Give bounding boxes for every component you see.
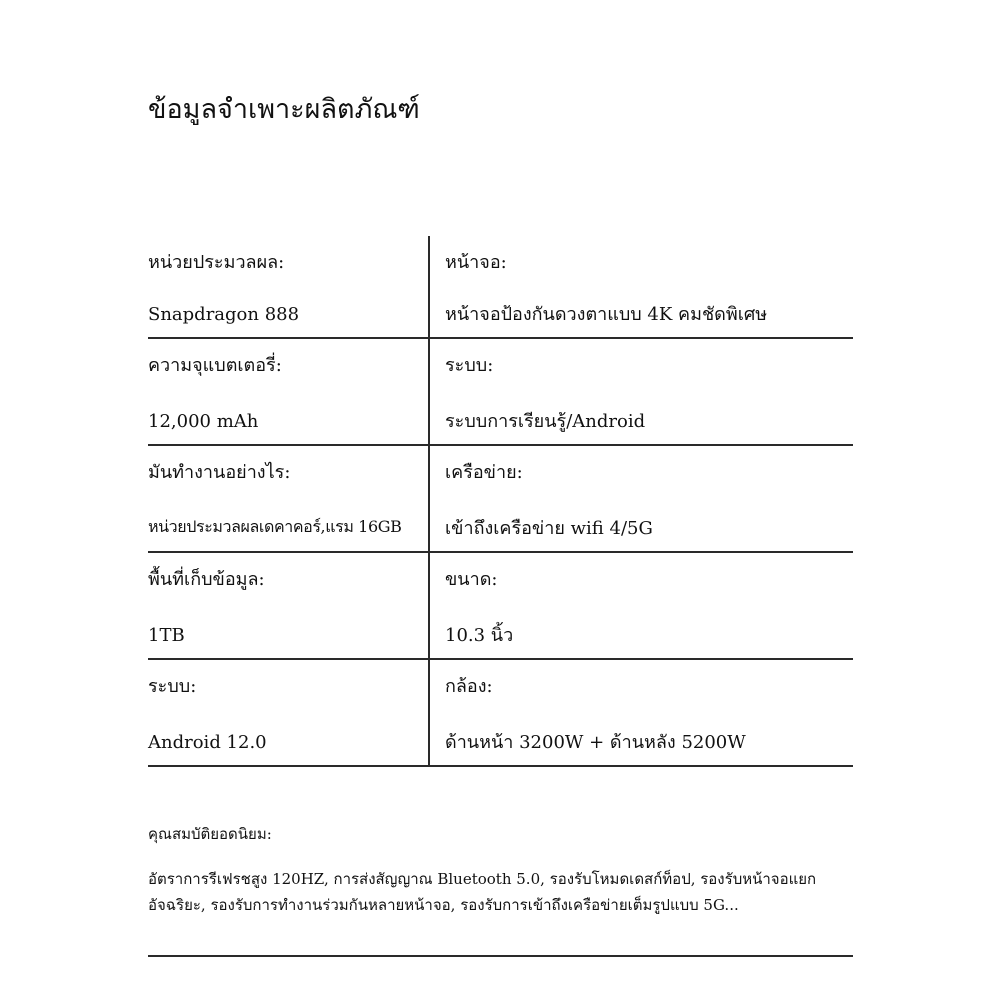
spec-label: หน้าจอ: — [445, 252, 507, 273]
spec-value: 12,000 mAh — [148, 411, 259, 432]
spec-cell-system — [430, 339, 853, 444]
features-text: อัตราการรีเฟรชสูง 120HZ, การส่งสัญญาณ Bluetooth 5.0, รองรับโหมดเดสก์ท็อป, รองรับหน้าจอแยกอัจฉริยะ, รองรับการทำงานร่วมกันหลายหน้าจอ, รองรับการเข้าถึงเครือข่ายเต็มรูปแบบ 5G... — [148, 870, 817, 914]
spec-cell-camera — [430, 660, 853, 765]
spec-label: ระบบ: — [148, 676, 197, 697]
features-section — [148, 824, 853, 918]
spec-label: ขนาด: — [445, 569, 498, 590]
spec-cell-battery — [148, 339, 430, 444]
spec-row — [148, 446, 853, 553]
spec-cell-processor — [148, 236, 430, 337]
spec-row — [148, 660, 853, 767]
bottom-divider — [148, 955, 853, 957]
spec-label: มันทำงานอย่างไร: — [148, 462, 291, 483]
features-heading: คุณสมบัติยอดนิยม: — [148, 825, 272, 843]
spec-row — [148, 553, 853, 660]
page-title: ข้อมูลจำเพาะผลิตภัณฑ์ — [148, 94, 420, 125]
spec-label: เครือข่าย: — [445, 462, 523, 483]
spec-label: ระบบ: — [445, 355, 494, 376]
spec-value: 10.3 นิ้ว — [445, 625, 514, 646]
spec-value: ระบบการเรียนรู้/Android — [445, 411, 646, 432]
spec-row — [148, 339, 853, 446]
spec-value: 1TB — [148, 625, 185, 646]
spec-value: Snapdragon 888 — [148, 304, 300, 325]
spec-cell-storage — [148, 553, 430, 658]
spec-value: หน่วยประมวลผลเดคาคอร์,แรม 16GB — [148, 517, 402, 536]
spec-value: ด้านหน้า 3200W + ด้านหลัง 5200W — [445, 732, 746, 753]
spec-label: หน่วยประมวลผล: — [148, 252, 285, 273]
spec-table — [148, 236, 853, 767]
spec-row — [148, 236, 853, 339]
spec-value: เข้าถึงเครือข่าย wifi 4/5G — [445, 518, 653, 539]
spec-value: หน้าจอป้องกันดวงตาแบบ 4K คมชัดพิเศษ — [445, 304, 768, 325]
spec-cell-os — [148, 660, 430, 765]
spec-label: ความจุแบตเตอรี่: — [148, 355, 282, 376]
spec-label: พื้นที่เก็บข้อมูล: — [148, 569, 265, 590]
spec-cell-display — [430, 236, 853, 337]
spec-label: กล้อง: — [445, 676, 493, 697]
spec-cell-size — [430, 553, 853, 658]
spec-cell-network — [430, 446, 853, 551]
spec-value: Android 12.0 — [148, 732, 267, 753]
spec-cell-performance — [148, 446, 430, 551]
